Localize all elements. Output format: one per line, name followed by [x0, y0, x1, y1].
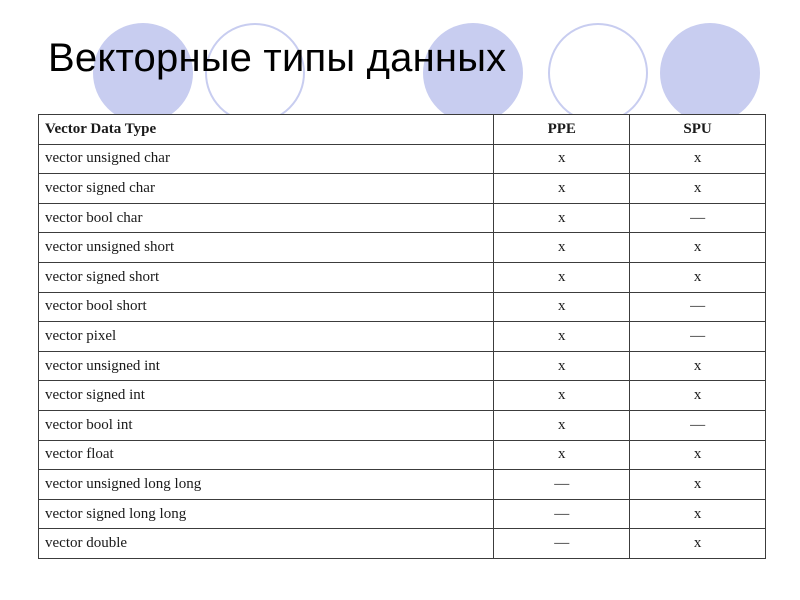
- cell-ppe: —: [494, 529, 630, 559]
- table-row: [39, 470, 766, 500]
- slide-title: Векторные типы данных: [48, 36, 507, 80]
- table-row: [39, 499, 766, 529]
- cell-vector-type: vector unsigned short: [39, 233, 494, 263]
- cell-spu: —: [630, 203, 766, 233]
- cell-ppe: x: [494, 381, 630, 411]
- table-row: [39, 410, 766, 440]
- cell-vector-type: vector float: [39, 440, 494, 470]
- table-row: [39, 144, 766, 174]
- cell-spu: —: [630, 292, 766, 322]
- cell-spu: x: [630, 233, 766, 263]
- table-row: [39, 440, 766, 470]
- cell-spu: x: [630, 262, 766, 292]
- cell-ppe: x: [494, 351, 630, 381]
- cell-ppe: —: [494, 499, 630, 529]
- cell-vector-type: vector unsigned long long: [39, 470, 494, 500]
- cell-vector-type: vector bool int: [39, 410, 494, 440]
- table-row: [39, 233, 766, 263]
- cell-spu: x: [630, 499, 766, 529]
- vector-data-type-table: [38, 114, 766, 559]
- cell-ppe: x: [494, 174, 630, 204]
- cell-spu: x: [630, 144, 766, 174]
- header-spu: SPU: [630, 115, 766, 145]
- cell-vector-type: vector signed char: [39, 174, 494, 204]
- cell-ppe: x: [494, 410, 630, 440]
- cell-spu: x: [630, 351, 766, 381]
- table-row: [39, 381, 766, 411]
- cell-ppe: x: [494, 322, 630, 352]
- cell-spu: x: [630, 174, 766, 204]
- data-type-table-container: [38, 114, 766, 574]
- table-row: [39, 262, 766, 292]
- table-row: [39, 351, 766, 381]
- decor-circle-outline: [549, 24, 647, 120]
- cell-vector-type: vector signed long long: [39, 499, 494, 529]
- cell-vector-type: vector unsigned char: [39, 144, 494, 174]
- cell-ppe: x: [494, 144, 630, 174]
- cell-ppe: x: [494, 262, 630, 292]
- cell-spu: —: [630, 410, 766, 440]
- table-row: [39, 322, 766, 352]
- cell-vector-type: vector bool short: [39, 292, 494, 322]
- decor-circle-filled: [660, 23, 760, 120]
- cell-vector-type: vector signed short: [39, 262, 494, 292]
- cell-spu: —: [630, 322, 766, 352]
- header-ppe: PPE: [494, 115, 630, 145]
- table-row: [39, 203, 766, 233]
- cell-vector-type: vector pixel: [39, 322, 494, 352]
- cell-ppe: x: [494, 440, 630, 470]
- cell-ppe: x: [494, 203, 630, 233]
- cell-spu: x: [630, 470, 766, 500]
- cell-ppe: x: [494, 233, 630, 263]
- cell-spu: x: [630, 381, 766, 411]
- cell-vector-type: vector signed int: [39, 381, 494, 411]
- table-row: [39, 529, 766, 559]
- table-header-row: [39, 115, 766, 145]
- table-row: [39, 174, 766, 204]
- cell-ppe: —: [494, 470, 630, 500]
- cell-spu: x: [630, 440, 766, 470]
- cell-ppe: x: [494, 292, 630, 322]
- cell-vector-type: vector double: [39, 529, 494, 559]
- cell-vector-type: vector bool char: [39, 203, 494, 233]
- header-vector-data-type: Vector Data Type: [39, 115, 494, 145]
- cell-vector-type: vector unsigned int: [39, 351, 494, 381]
- cell-spu: x: [630, 529, 766, 559]
- table-row: [39, 292, 766, 322]
